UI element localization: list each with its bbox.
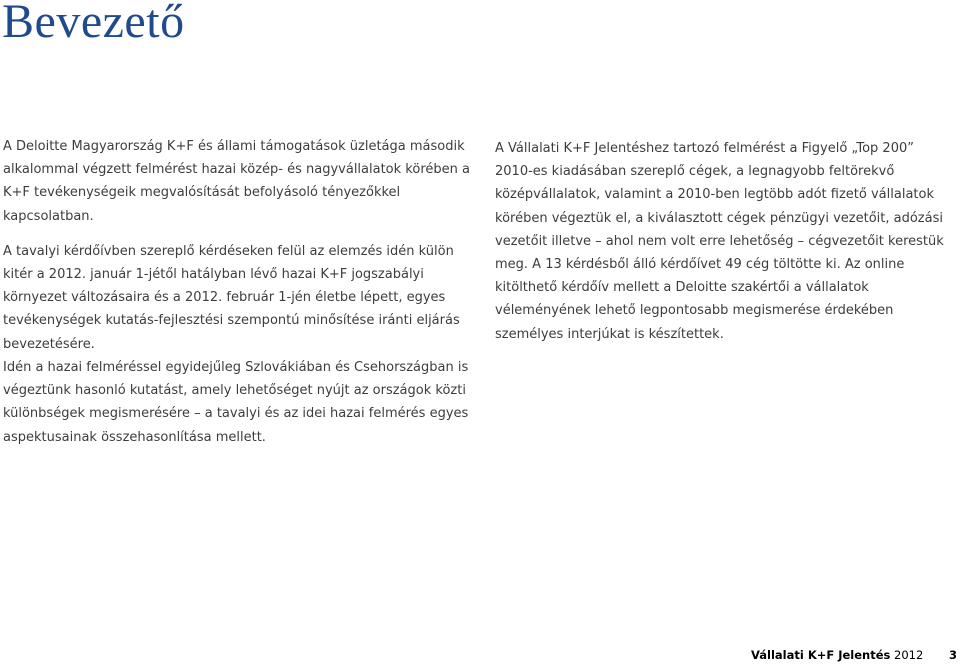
intro-paragraph: A Deloitte Magyarország K+F és állami támogatások üzletága második alkalommal végzett felmérést hazai közép- és nagyvállalatok körében a K+F tevékenységeik megvalósítását befolyásoló tényezőkkel kapcsolatban.: [3, 139, 470, 224]
right-column: [495, 137, 955, 346]
footer-year: 2012: [894, 648, 924, 662]
bottom-left-block: [3, 356, 473, 449]
page-footer: [751, 648, 957, 662]
regional-paragraph: Idén a hazai felméréssel egyidejűleg Szlovákiában és Csehországban is végeztünk hasonló kutatást, amely lehetőséget nyújt az országok közti különbségek megismerésére – a tavalyi és az idei hazai felmérés egyes aspektusainak összehasonlítása mellett.: [3, 360, 469, 445]
page-number: 3: [948, 648, 957, 662]
page-title: Bevezető: [2, 0, 185, 48]
left-column: [3, 135, 473, 356]
methodology-paragraph: A Vállalati K+F Jelentéshez tartozó felmérést a Figyelő „Top 200” 2010-es kiadásában szereplő cégek, a legnagyobb feltörekvő középvállalatok, valamint a 2010-ben legtöbb adót fizető vállalatok körében végeztük el, a kiválasztott cégek pénzügyi vezetőit, adózási vezetőit illetve – ahol nem volt erre lehetőség – cégvezetőit kerestük meg. A 13 kérdésből álló kérdőívet 49 cég töltötte ki. Az online kitölthető kérdőív mellett a Deloitte szakértői a vállalatok véleményének lehető legpontosabb megismerése érdekében személyes interjúkat is készítettek.: [495, 141, 944, 342]
footer-report-name: Vállalati K+F Jelentés: [751, 648, 891, 662]
changes-paragraph: A tavalyi kérdőívben szereplő kérdéseken felül az elemzés idén külön kitér a 2012. január 1-jétől hatályban lévő hazai K+F jogszabályi környezet változásaira és a 2012. február 1-jén életbe lépett, egyes tevékenységek kutatás-fejlesztési szempontú minősítése iránti eljárás bevezetésére.: [3, 243, 460, 352]
